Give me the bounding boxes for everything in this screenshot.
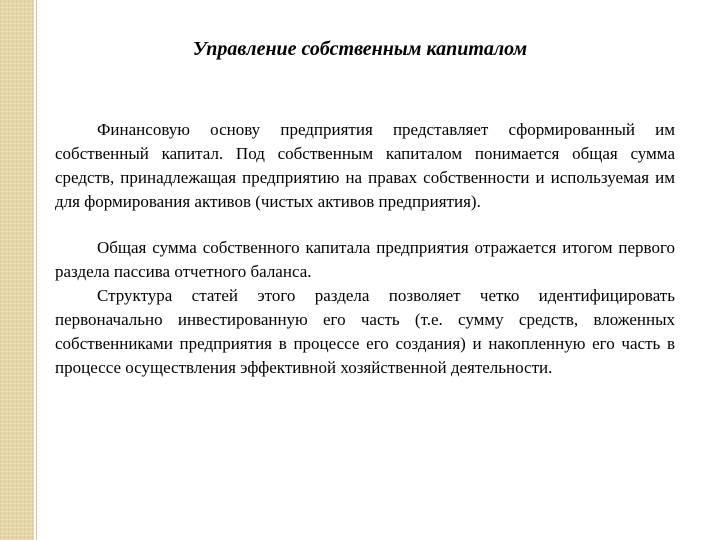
- slide-body: [55, 118, 675, 380]
- paragraph-3: Структура статей этого раздела позволяет четко идентифицировать первоначально инвестированную его часть (т.е. сумму средств, вложенных собственниками предприятия в процессе его создания) и накопленную его часть в процессе осуществления эффективной хозяйственной деятельности.: [55, 286, 675, 377]
- side-divider-shade: [36, 0, 37, 540]
- decorative-side-bar: [0, 0, 34, 540]
- slide-title: Управление собственным капиталом: [192, 38, 528, 60]
- paragraph-2: Общая сумма собственного капитала предприятия отражается итогом первого раздела пассива отчетного баланса.: [55, 238, 675, 281]
- paragraph-1: Финансовую основу предприятия представляет сформированный им собственный капитал. Под собственным капиталом понимается общая сумма средств, принадлежащая предприятию на правах собственности и используемая им для формирования активов (чистых активов предприятия).: [55, 120, 675, 211]
